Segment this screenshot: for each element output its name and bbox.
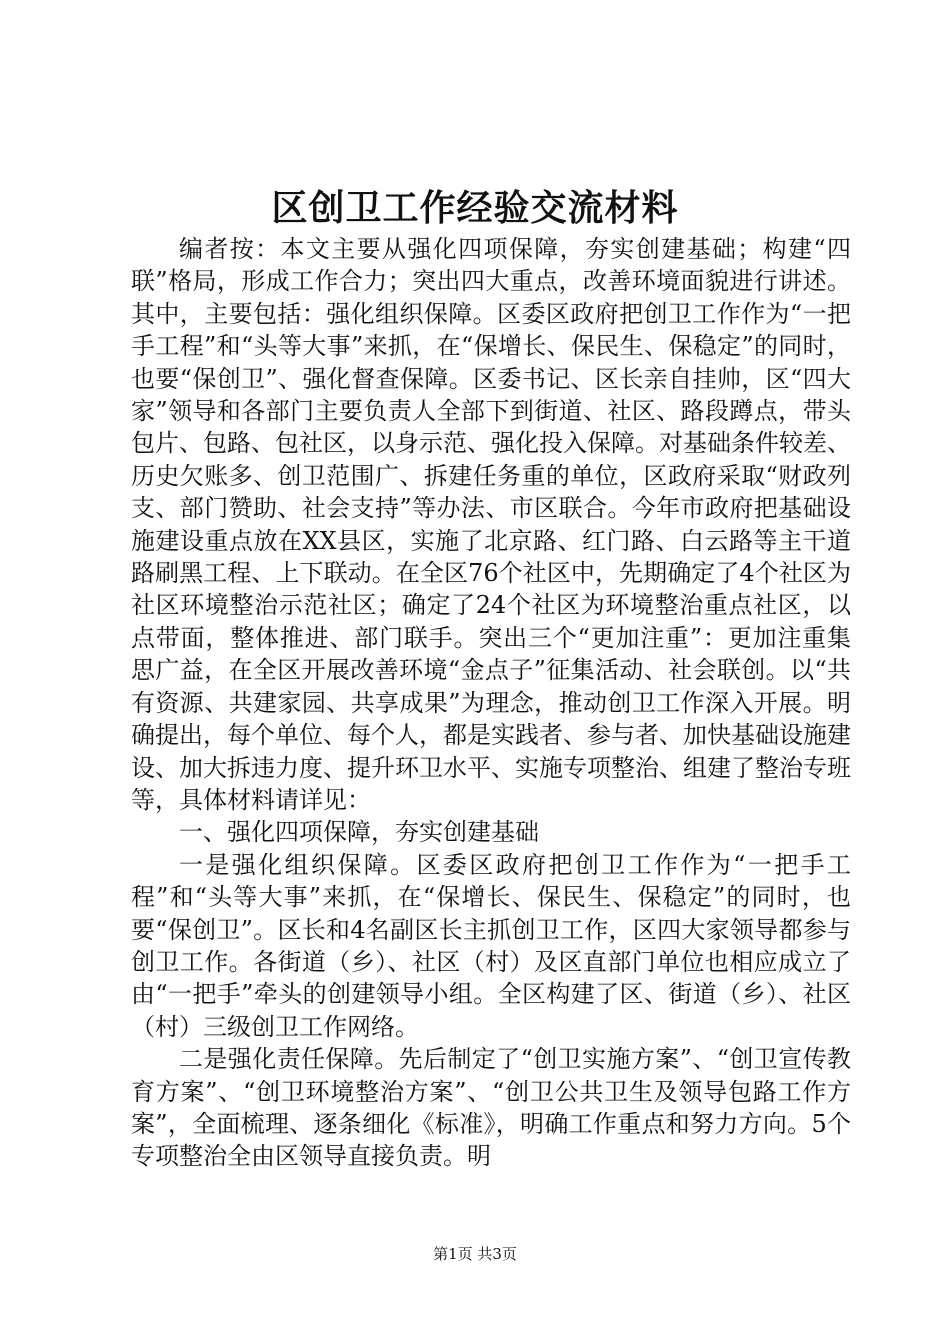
document-title: 区创卫工作经验交流材料 [271, 187, 679, 229]
document-body [131, 233, 851, 1173]
body-paragraph: 一是强化组织保障。区委区政府把创卫工作作为“一把手工程”和“头等大事”来抓，在“保增长、保民生、保稳定”的同时，也要“保创卫”。区长和4名副区长主抓创卫工作，区四大家领导都参与创卫工作。各街道（乡）、社区（村）及区直部门单位也相应成立了由“一把手”牵头的创建领导小组。全区构建了区、街道（乡）、社区（村）三级创卫工作网络。 [131, 850, 851, 1041]
section-heading: 一、强化四项保障，夯实创建基础 [179, 818, 539, 847]
page-number-footer: 第1页 共3页 [433, 1245, 517, 1263]
editor-note-paragraph: 编者按：本文主要从强化四项保障，夯实创建基础；构建“四联”格局，形成工作合力；突出四大重点，改善环境面貌进行讲述。其中，主要包括：强化组织保障。区委区政府把创卫工作作为“一把手工程”和“头等大事”来抓，在“保增长、保民生、保稳定”的同时，也要“保创卫”、强化督查保障。区委书记、区长亲自挂帅，区“四大家”领导和各部门主要负责人全部下到街道、社区、路段蹲点，带头包片、包路、包社区，以身示范、强化投入保障。对基础条件较差、历史欠账多、创卫范围广、拆建任务重的单位，区政府采取“财政列支、部门赞助、社会支持”等办法、市区联合。今年市政府把基础设施建设重点放在XX县区，实施了北京路、红门路、白云路等主干道路刷黑工程、上下联动。在全区76个社区中，先期确定了4个社区为社区环境整治示范社区；确定了24个社区为环境整治重点社区，以点带面，整体推进、部门联手。突出三个“更加注重”：更加注重集思广益，在全区开展改善环境“金点子”征集活动、社会联创。以“共有资源、共建家园、共享成果”为理念，推动创卫工作深入开展。明确提出，每个单位、每个人，都是实践者、参与者、加快基础设施建设、加大拆违力度、提升环卫水平、实施专项整治、组建了整治专班等，具体材料请详见： [131, 235, 851, 814]
body-paragraph: 二是强化责任保障。先后制定了“创卫实施方案”、“创卫宣传教育方案”、“创卫环境整治方案”、“创卫公共卫生及领导包路工作方案”，全面梳理、逐条细化《标准》，明确工作重点和努力方向。5个专项整治全由区领导直接负责。明 [131, 1045, 851, 1171]
